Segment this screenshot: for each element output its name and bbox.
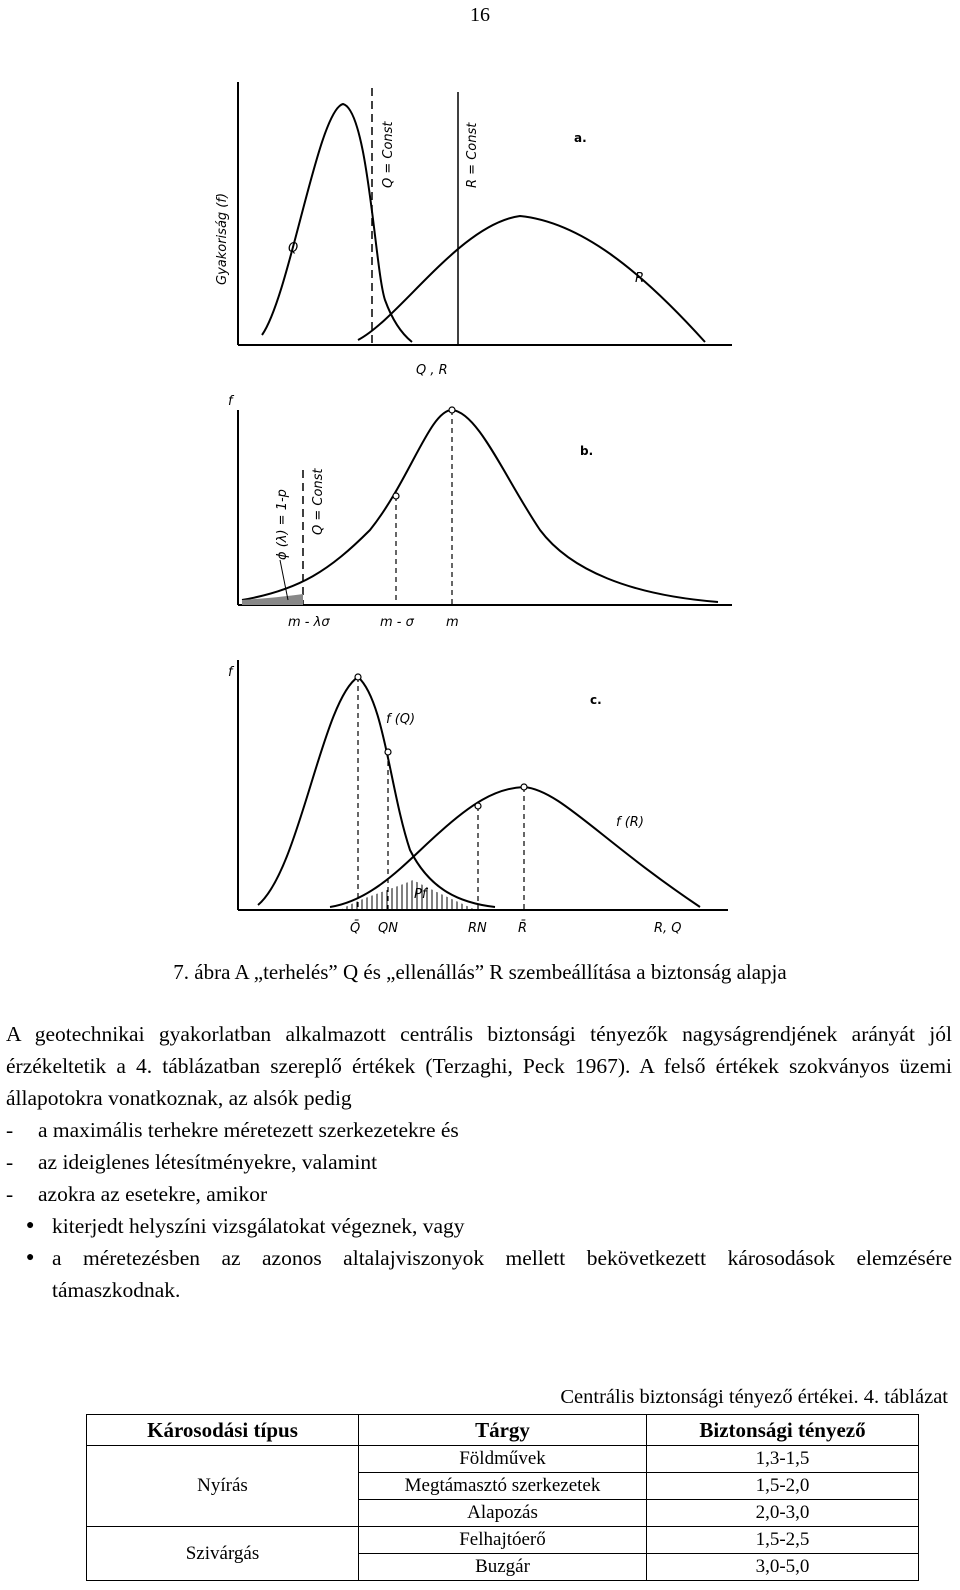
panel-c-rn-point bbox=[475, 803, 481, 809]
bullet-item-text: a méretezésben az azonos altalajviszonyok mellett bekövetkezett károsodások elemzésére támaszkodnak. bbox=[52, 1246, 952, 1302]
body-text bbox=[6, 1018, 952, 1306]
panel-c-y-label: f bbox=[228, 665, 233, 680]
panel-b-q-const-label: Q = Const bbox=[311, 468, 326, 535]
header-object: Tárgy bbox=[359, 1415, 647, 1446]
panel-c-tick-rn: RN bbox=[468, 921, 487, 936]
object-cell: Buzgár bbox=[359, 1554, 647, 1581]
panel-c-r-peak-point bbox=[521, 784, 527, 790]
panel-a-x-label: Q , R bbox=[416, 363, 448, 378]
bullet-item bbox=[26, 1210, 952, 1242]
panel-c-curve-q-label: f (Q) bbox=[386, 712, 416, 727]
table-caption: Centrális biztonsági tényező értékei. 4. táblázat bbox=[560, 1386, 948, 1408]
header-safety-factor: Biztonsági tényező bbox=[647, 1415, 919, 1446]
panel-a-curve-r bbox=[358, 216, 705, 342]
group-cell-shear: Nyírás bbox=[87, 1446, 359, 1527]
panel-a-tag: a. bbox=[574, 131, 587, 145]
panel-b-phi-label: ϕ (λ) = 1-p bbox=[275, 489, 290, 560]
group-cell-seepage: Szivárgás bbox=[87, 1527, 359, 1581]
panel-a-curve-q-label: Q bbox=[288, 241, 299, 256]
factor-cell: 2,0-3,0 bbox=[647, 1500, 919, 1527]
bullet-item-text: kiterjedt helyszíni vizsgálatokat végeznek, vagy bbox=[52, 1214, 465, 1238]
dash-item-text: a maximális terhekre méretezett szerkezetekre és bbox=[38, 1118, 459, 1142]
panel-c bbox=[238, 660, 728, 910]
panel-b-tick-m: m bbox=[446, 615, 459, 630]
factor-cell: 1,5-2,5 bbox=[647, 1527, 919, 1554]
factor-cell: 1,5-2,0 bbox=[647, 1473, 919, 1500]
panel-b-tag: b. bbox=[580, 444, 594, 458]
page-number: 16 bbox=[470, 4, 490, 26]
panel-b-tick-m-sigma: m - σ bbox=[380, 615, 414, 630]
panel-c-pf-hatch bbox=[340, 880, 476, 910]
panel-c-tick-r-mean: R̄ bbox=[518, 921, 528, 936]
panel-c-curve-r bbox=[330, 787, 700, 907]
figure-caption: 7. ábra A „terhelés” Q és „ellenállás” R szembeállítása a biztonság alapja bbox=[173, 960, 787, 984]
table-row bbox=[87, 1446, 919, 1473]
panel-a bbox=[238, 82, 732, 345]
factor-cell: 1,3-1,5 bbox=[647, 1446, 919, 1473]
bullet-icon: ● bbox=[26, 1218, 35, 1233]
panel-b-peak-point bbox=[449, 407, 455, 413]
object-cell: Alapozás bbox=[359, 1500, 647, 1527]
panel-c-curve-r-label: f (R) bbox=[616, 815, 644, 830]
panel-c-pf-label: Pf bbox=[414, 887, 427, 902]
panel-a-curve-r-label: R bbox=[635, 271, 645, 286]
bullet-item bbox=[26, 1242, 952, 1306]
bullet-icon: ● bbox=[26, 1250, 35, 1265]
panel-c-x-label: R, Q bbox=[654, 921, 682, 936]
panel-a-r-const-label: R = Const bbox=[465, 122, 480, 188]
dash-item-text: azokra az esetekre, amikor bbox=[38, 1182, 268, 1206]
factor-cell: 3,0-5,0 bbox=[647, 1554, 919, 1581]
dash-item: - a maximális terhekre méretezett szerkezetekre és bbox=[6, 1114, 952, 1146]
panel-b-tick-m-lambda-sigma: m - λσ bbox=[288, 615, 330, 630]
panel-a-q-const-label: Q = Const bbox=[381, 121, 396, 188]
panel-c-tick-q-mean: Q̄ bbox=[350, 921, 361, 936]
table-header-row bbox=[87, 1415, 919, 1446]
object-cell: Megtámasztó szerkezetek bbox=[359, 1473, 647, 1500]
object-cell: Felhajtóerő bbox=[359, 1527, 647, 1554]
panel-c-tick-qn: QN bbox=[378, 921, 398, 936]
table-row bbox=[87, 1527, 919, 1554]
dash-item: - az ideiglenes létesítményekre, valamint bbox=[6, 1146, 952, 1178]
header-damage-type: Károsodási típus bbox=[87, 1415, 359, 1446]
panel-c-qn-point bbox=[385, 749, 391, 755]
panel-c-q-peak-point bbox=[355, 674, 361, 680]
panel-b-sigma-point bbox=[393, 493, 399, 499]
safety-factor-table bbox=[86, 1414, 919, 1581]
panel-b-y-label: f bbox=[228, 394, 233, 409]
panel-b-tail-fill bbox=[242, 594, 303, 605]
panel-b-phi-pointer bbox=[280, 560, 288, 600]
panel-a-y-label: Gyakoriság (f) bbox=[215, 192, 230, 285]
object-cell: Földművek bbox=[359, 1446, 647, 1473]
intro-paragraph: A geotechnikai gyakorlatban alkalmazott centrális biztonsági tényezők nagyságrendjének arányát jól érzékeltetik a 4. táblázatban szereplő értékek (Terzaghi, Peck 1967). A felső értékek szokványos üzemi állapotokra vonatkoznak, az alsók pedig bbox=[6, 1022, 952, 1110]
panel-c-tag: c. bbox=[590, 693, 602, 707]
dash-item-text: az ideiglenes létesítményekre, valamint bbox=[38, 1150, 378, 1174]
panel-c-curve-q bbox=[258, 677, 495, 907]
dash-item: - azokra az esetekre, amikor bbox=[6, 1178, 952, 1210]
